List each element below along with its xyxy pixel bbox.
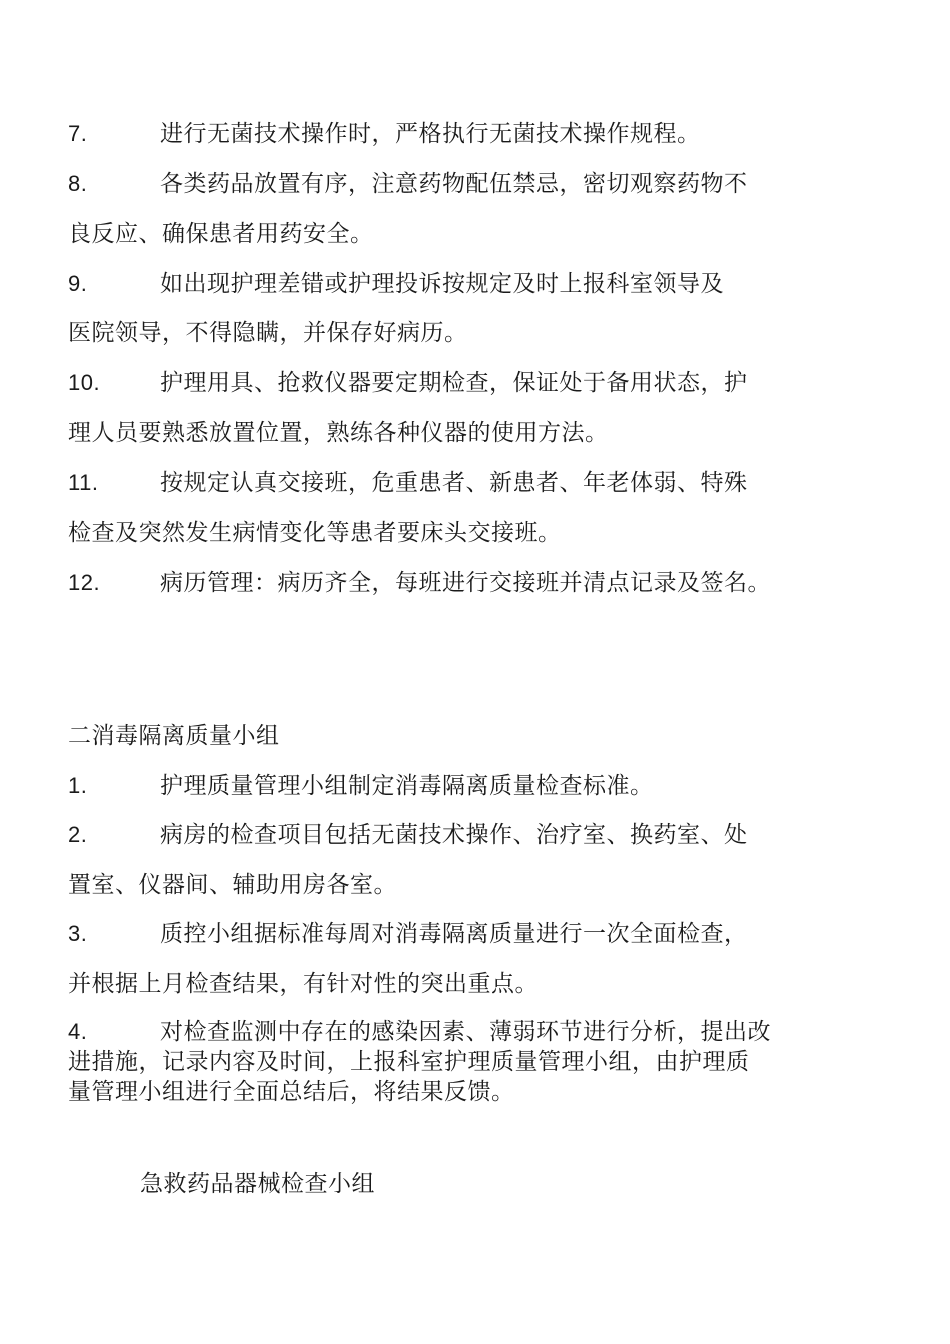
item-number: 9. xyxy=(68,271,88,296)
item-text: 对检查监测中存在的感染因素、薄弱环节进行分析，提出改 xyxy=(160,1019,771,1045)
item-text: 进行无菌技术操作时，严格执行无菌技术操作规程。 xyxy=(160,121,701,147)
list-item-8 xyxy=(68,169,748,199)
item-text: 进措施，记录内容及时间，上报科室护理质量管理小组，由护理质 xyxy=(68,1049,750,1075)
list-item-3 xyxy=(68,919,748,949)
list-item-12 xyxy=(68,568,771,598)
item-text: 按规定认真交接班，危重患者、新患者、年老体弱、特殊 xyxy=(160,470,748,496)
item-text: 检查及突然发生病情变化等患者要床头交接班。 xyxy=(68,520,562,546)
item-text: 质控小组据标准每周对消毒隔离质量进行一次全面检查， xyxy=(160,921,748,947)
item-text: 如出现护理差错或护理投诉按规定及时上报科室领导及 xyxy=(160,271,724,297)
list-item-1 xyxy=(68,771,654,801)
item-number: 12. xyxy=(68,570,101,595)
list-item-4-cont xyxy=(68,1047,750,1077)
list-item-11-cont xyxy=(68,518,562,548)
list-item-9-cont xyxy=(68,318,468,348)
list-item-8-cont xyxy=(68,219,374,249)
item-text: 护理用具、抢救仪器要定期检查，保证处于备用状态，护 xyxy=(160,370,748,396)
list-item-2 xyxy=(68,820,748,850)
list-item-2-cont xyxy=(68,870,397,900)
item-number: 2. xyxy=(68,822,88,847)
item-number: 10. xyxy=(68,370,101,395)
item-text: 理人员要熟悉放置位置，熟练各种仪器的使用方法。 xyxy=(68,420,609,446)
item-text: 病房的检查项目包括无菌技术操作、治疗室、换药室、处 xyxy=(160,822,748,848)
item-text: 护理质量管理小组制定消毒隔离质量检查标准。 xyxy=(160,773,654,799)
item-number: 1. xyxy=(68,773,88,798)
item-text: 各类药品放置有序，注意药物配伍禁忌，密切观察药物不 xyxy=(160,171,748,197)
list-item-4-cont xyxy=(68,1077,515,1107)
list-item-7 xyxy=(68,119,701,149)
list-item-11 xyxy=(68,468,748,498)
item-text: 量管理小组进行全面总结后，将结果反馈。 xyxy=(68,1079,515,1105)
item-number: 7. xyxy=(68,121,88,146)
item-text: 置室、仪器间、辅助用房各室。 xyxy=(68,872,397,898)
section-heading-disinfection xyxy=(68,721,280,751)
item-text: 良反应、确保患者用药安全。 xyxy=(68,221,374,247)
item-text: 并根据上月检查结果，有针对性的突出重点。 xyxy=(68,971,538,997)
section-title: 急救药品器械检查小组 xyxy=(140,1171,375,1197)
item-text: 医院领导，不得隐瞒，并保存好病历。 xyxy=(68,320,468,346)
item-number: 4. xyxy=(68,1019,88,1044)
list-item-10-cont xyxy=(68,418,609,448)
list-item-9 xyxy=(68,269,724,299)
item-text: 病历管理：病历齐全，每班进行交接班并清点记录及签名。 xyxy=(160,570,771,596)
list-item-3-cont xyxy=(68,969,538,999)
list-item-4 xyxy=(68,1017,771,1047)
item-number: 11. xyxy=(68,470,99,495)
section-title: 二消毒隔离质量小组 xyxy=(68,723,280,749)
item-number: 8. xyxy=(68,171,88,196)
section-heading-emergency xyxy=(140,1169,375,1199)
item-number: 3. xyxy=(68,921,88,946)
list-item-10 xyxy=(68,368,748,398)
